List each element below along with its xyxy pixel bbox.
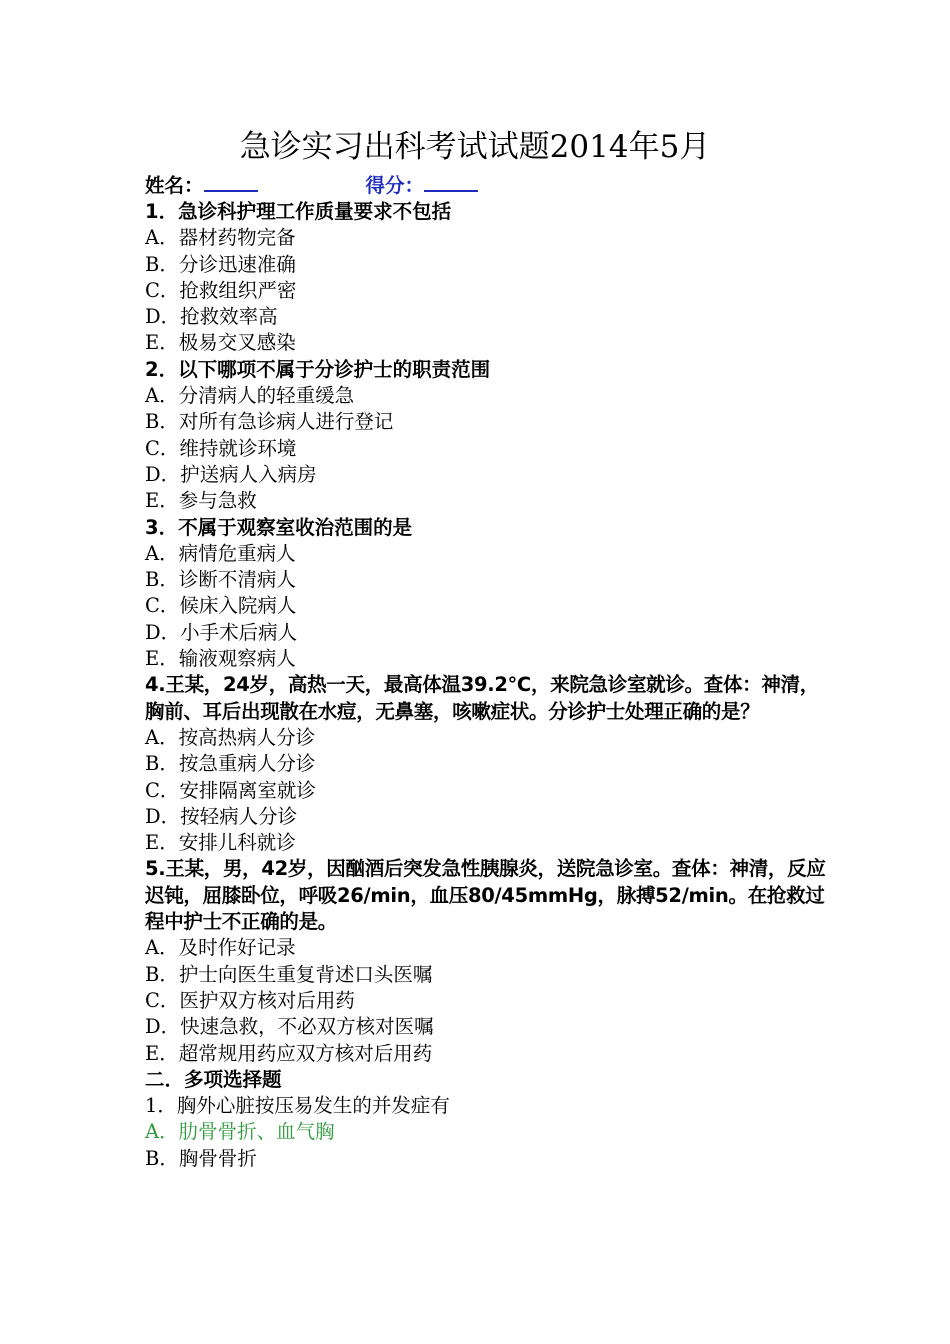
question-text: 5.王某，男，42岁，因酗酒后突发急性胰腺炎，送院急诊室。查体：神清，反应迟钝，屈膝卧位，呼吸26/min，血压80/45mmHg，脉搏52/min。在抢救过程中护士不正确的是。 xyxy=(145,857,826,934)
answer-option: C．抢救组织严密 xyxy=(145,278,297,302)
question-text: 二．多项选择题 xyxy=(145,1067,282,1091)
answer-option: D．小手术后病人 xyxy=(145,620,298,644)
answer-option: A．按高热病人分诊 xyxy=(145,725,316,749)
answer-option: B．诊断不清病人 xyxy=(145,568,296,592)
name-blank[interactable] xyxy=(204,174,258,192)
answer-option: A．器材药物完备 xyxy=(145,226,296,250)
question-text: 4.王某，24岁，高热一天，最高体温39.2℃，来院急诊室就诊。查体：神清，胸前、耳后出现散在水痘，无鼻塞，咳嗽症状。分诊护士处理正确的是？ xyxy=(145,673,819,723)
answer-option: A．病情危重病人 xyxy=(145,541,296,565)
answer-option: E．超常规用药应双方核对后用药 xyxy=(145,1041,433,1065)
answer-option: D．按轻病人分诊 xyxy=(145,804,298,828)
answer-option: B．护士向医生重复背述口头医嘱 xyxy=(145,962,433,986)
score-label: 得分： xyxy=(365,174,425,197)
answer-option: C．维持就诊环境 xyxy=(145,436,297,460)
answer-option: A．肋骨骨折、血气胸 xyxy=(145,1120,335,1144)
answer-option: C．安排隔离室就诊 xyxy=(145,778,316,802)
question-text: 2．以下哪项不属于分诊护士的职责范围 xyxy=(145,357,491,381)
answer-option: D．护送病人入病房 xyxy=(145,462,317,486)
name-score-row xyxy=(145,172,835,199)
answer-option: E．参与急救 xyxy=(145,489,257,513)
answer-option: 1．胸外心脏按压易发生的并发症有 xyxy=(145,1094,450,1118)
answer-option: B．分诊迅速准确 xyxy=(145,252,296,276)
answer-option: C．候床入院病人 xyxy=(145,594,297,618)
answer-option: B．胸骨骨折 xyxy=(145,1146,257,1170)
score-blank[interactable] xyxy=(424,174,478,192)
answer-option: C．医护双方核对后用药 xyxy=(145,988,355,1012)
question-list xyxy=(145,199,835,1172)
name-label: 姓名： xyxy=(145,174,204,197)
answer-option: D．抢救效率高 xyxy=(145,305,278,329)
exam-content xyxy=(145,172,835,1172)
answer-option: E．极易交叉感染 xyxy=(145,331,296,355)
page-title: 急诊实习出科考试试题2014年5月 xyxy=(239,129,711,165)
answer-option: B．对所有急诊病人进行登记 xyxy=(145,410,394,434)
question-text: 3．不属于观察室收治范围的是 xyxy=(145,515,413,539)
answer-option: A．分清病人的轻重缓急 xyxy=(145,384,355,408)
answer-option: D．快速急救，不必双方核对医嘱 xyxy=(145,1015,434,1039)
answer-option: E．安排儿科就诊 xyxy=(145,831,296,855)
answer-option: A．及时作好记录 xyxy=(145,936,296,960)
question-text: 1．急诊科护理工作质量要求不包括 xyxy=(145,200,452,223)
answer-option: B．按急重病人分诊 xyxy=(145,752,316,776)
answer-option: E．输液观察病人 xyxy=(145,647,296,671)
